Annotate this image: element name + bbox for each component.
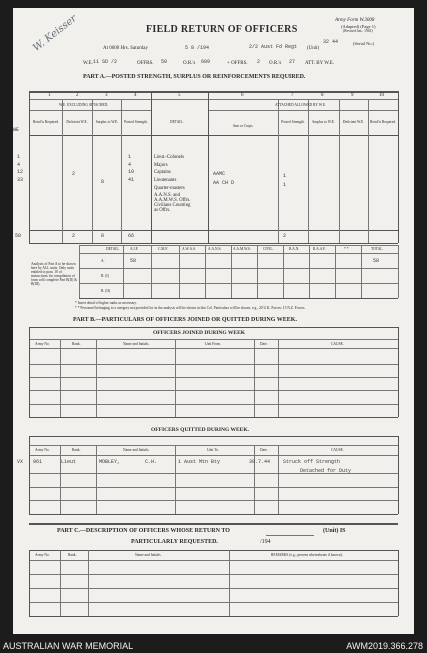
form-revised-note: (Revised Jan., 1943): [343, 29, 373, 33]
att-posted-header: Posted Strength.: [281, 120, 305, 124]
analysis-raaf-header: R.A.A.F.: [313, 247, 326, 251]
part-c-requested: PARTICULARLY REQUESTED.: [131, 539, 218, 545]
joined-cause-header: CAUSE.: [331, 342, 344, 346]
ors-label: O.R.'s: [183, 61, 196, 66]
analysis-total-value: 58: [373, 258, 380, 264]
form-title: FIELD RETURN OF OFFICERS: [146, 24, 298, 35]
report-date: 5 8 /194: [185, 45, 210, 51]
analysis-total-header: TOTAL.: [371, 247, 384, 251]
col-number-3: 3: [105, 93, 108, 98]
quitted-cause-header: CAUSE.: [331, 448, 344, 452]
joined-name-header: Name and Initials.: [123, 342, 150, 346]
plus-offrs-label: + OFFRS.: [227, 61, 248, 66]
total-deficient: 2: [72, 233, 76, 239]
analysis-row-a: A.: [101, 259, 105, 263]
surplus-header: Surplus to W.E.: [95, 120, 119, 124]
ors2-label: O.R.'s: [269, 61, 282, 66]
deficient-header: Deficient W.E.: [66, 120, 88, 124]
part-b-heading: PART B.—PARTICULARS OF OFFICERS JOINED OR QUITTED DURING WEEK.: [73, 317, 297, 323]
total-posted: 66: [128, 233, 135, 239]
part-c-year: /194: [260, 539, 271, 545]
part-c-rank-header: Rank.: [68, 553, 77, 557]
quitted-rank: Lieut: [61, 459, 77, 465]
col-number-8: 8: [321, 93, 324, 98]
joined-unit-from-header: Unit From.: [205, 342, 221, 346]
reinf-required-header: Reinf'ts Required.: [33, 120, 59, 124]
part-c-name-header: Name and Initials.: [135, 553, 162, 557]
handwritten-signature: W. Keisser: [31, 13, 80, 54]
analysis-detail-header: DETAIL.: [106, 247, 120, 251]
analysis-row-b1: B. (I): [101, 274, 109, 278]
ors-value: 609: [201, 59, 211, 65]
part-c-army-no-header: Army No.: [35, 553, 50, 557]
we-excl-header: W.E. EXCLUDING ATTACHED.: [59, 103, 109, 107]
att-surplus-header: Surplus to W.E.: [312, 120, 335, 124]
offrs-value: 50: [161, 59, 168, 65]
total-surplus: 8: [101, 233, 105, 239]
quitted-unit-to-header: Unit To.: [207, 448, 219, 452]
unit-label: (Unit): [307, 46, 320, 51]
col-number-10: 10: [379, 93, 384, 98]
we-value: 11 SD /2: [93, 59, 118, 65]
archive-name: AUSTRALIAN WAR MEMORIAL: [3, 641, 134, 651]
col-number-1: 1: [48, 93, 51, 98]
rank-aans: A.A.N.S. and: [154, 192, 180, 198]
quitted-initials: C.H.: [145, 459, 158, 465]
rank-quarter-masters: Quarter-masters: [154, 185, 185, 191]
serial-label: (Serial No.): [353, 41, 375, 46]
analysis-aans-header: A.A.N.S.: [208, 247, 222, 251]
analysis-note: Analysis of Part A to be shown here by ALL units. Only units entitled to para. 10 of instructions for compilation of form will complete Part B(II) & B(III).: [31, 262, 78, 286]
deficient-value: 2: [72, 171, 76, 177]
rank-captains: Captains: [154, 170, 171, 176]
form-adapted-note: (Adapted) (Page 1): [341, 24, 376, 29]
ors2-value: 27: [289, 59, 296, 65]
att-by-we-label: ATT. BY W.E.: [305, 61, 335, 66]
detail-header: DETAIL.: [170, 120, 184, 124]
quitted-name: MOBLEY,: [99, 459, 121, 465]
rank-civilians: Civilians Counting: [154, 202, 191, 208]
posted-values: 1 4 10 41: [128, 154, 135, 183]
offrs-label: OFFRS.: [137, 61, 154, 66]
we-column-values: 1 4 12 33: [17, 154, 24, 183]
arm-corps-header: Arm or Corps.: [232, 124, 254, 128]
form-page: [13, 8, 414, 634]
quitted-date: 30.7.44: [249, 459, 271, 465]
part-c-unit-is: (Unit) IS: [323, 528, 346, 534]
col-number-5: 5: [178, 93, 181, 98]
att-reinf-header: Reinf'ts Required.: [370, 120, 396, 124]
col-number-2: 2: [76, 93, 79, 98]
joined-army-no-header: Army No.: [35, 342, 50, 346]
part-c-remarks-header: REMARKS (e.g., present whereabouts if known).: [271, 553, 343, 557]
quitted-prefix: VX: [17, 459, 24, 465]
quitted-name-header: Name and Initials.: [123, 448, 150, 452]
archive-accession-number: AWM2019.366.278: [346, 641, 423, 651]
joined-date-header: Date.: [260, 342, 268, 346]
joined-rank-header: Rank.: [72, 342, 81, 346]
att-posted-values: 1 1: [283, 173, 287, 188]
total-att-posted: 2: [283, 233, 287, 239]
analysis-aif-header: A.I.F.: [130, 247, 139, 251]
arm-corps-values: AAMC AA CH D: [213, 171, 235, 186]
analysis-row-b2: B. (II): [101, 289, 110, 293]
rank-majors: Majors: [154, 162, 168, 168]
quitted-date-header: Date.: [260, 448, 268, 452]
analysis-aamws-header: A.A.M.W.S.: [233, 247, 251, 251]
quitted-army-no: 961: [33, 459, 43, 465]
attached-header: ATTACHED ALLOWED BY W.E.: [275, 103, 326, 107]
att-deficient-header: Deficient W.E.: [342, 120, 365, 124]
col-number-9: 9: [351, 93, 354, 98]
surplus-value: 8: [101, 179, 105, 185]
analysis-civil-header: CIVIL.: [263, 247, 274, 251]
unit-name: 2/2 Aust Fd Regt: [249, 44, 298, 50]
analysis-aif-value: 58: [130, 258, 137, 264]
part-a-heading: PART A.—POSTED STRENGTH, SURPLUS OR REINFORCEMENTS REQUIRED.: [83, 74, 306, 80]
serial-number: 32 44: [323, 39, 339, 45]
plus-offrs-value: 2: [257, 59, 261, 65]
analysis-other-header: * *: [344, 247, 349, 251]
at-hours-label: At 0600 Hrs. Saturday: [103, 46, 148, 51]
col-number-7: 7: [291, 93, 294, 98]
posted-header: Posted Strength.: [124, 120, 148, 124]
rank-list: [154, 154, 190, 213]
rank-lieutenants: Lieutenants: [154, 178, 177, 184]
analysis-cmf-header: C.M.F.: [158, 247, 168, 251]
quitted-army-no-header: Army No.: [35, 448, 50, 452]
quitted-unit-to: 1 Aust Mtn Bty: [178, 459, 221, 465]
quitted-title: OFFICERS QUITTED DURING WEEK.: [151, 427, 249, 433]
joined-title: OFFICERS JOINED DURING WEEK: [153, 330, 246, 336]
footnote-higher-ranks: * Insert detail of higher ranks as necessary.: [75, 301, 137, 305]
analysis-ban-header: B.A.N.: [289, 247, 300, 251]
we-label: W.E.: [83, 61, 93, 66]
col-number-6: 6: [241, 93, 244, 98]
we-side-label: WE: [13, 127, 20, 133]
quitted-rank-header: Rank.: [72, 448, 81, 452]
rank-lieut-colonels: Lieut.-Colonels: [154, 155, 184, 160]
rank-aamws: A.A.M.W.S. Offrs.: [154, 197, 191, 203]
col-number-4: 4: [134, 93, 137, 98]
analysis-awas-header: A.W.A.S.: [182, 247, 196, 251]
part-c-heading: PART C.—DESCRIPTION OF OFFICERS WHOSE RETURN TO: [57, 528, 230, 534]
quitted-cause-2: Detached for Duty: [300, 468, 352, 474]
archive-caption-bar: [0, 638, 427, 653]
army-form-number: Army Form W.3008: [335, 18, 375, 23]
total-we: 50: [15, 233, 22, 239]
footnote-other-personnel: * * Personnel belonging to a category not provided for in the analysis will be shown in this Col. Particulars will be shown, e.g., 20 U.K. Forces; 15 N.Z. Forces.: [75, 306, 306, 310]
rank-as-offrs: as Offrs.: [154, 207, 171, 213]
quitted-cause-1: Struck off Strength: [283, 459, 341, 465]
